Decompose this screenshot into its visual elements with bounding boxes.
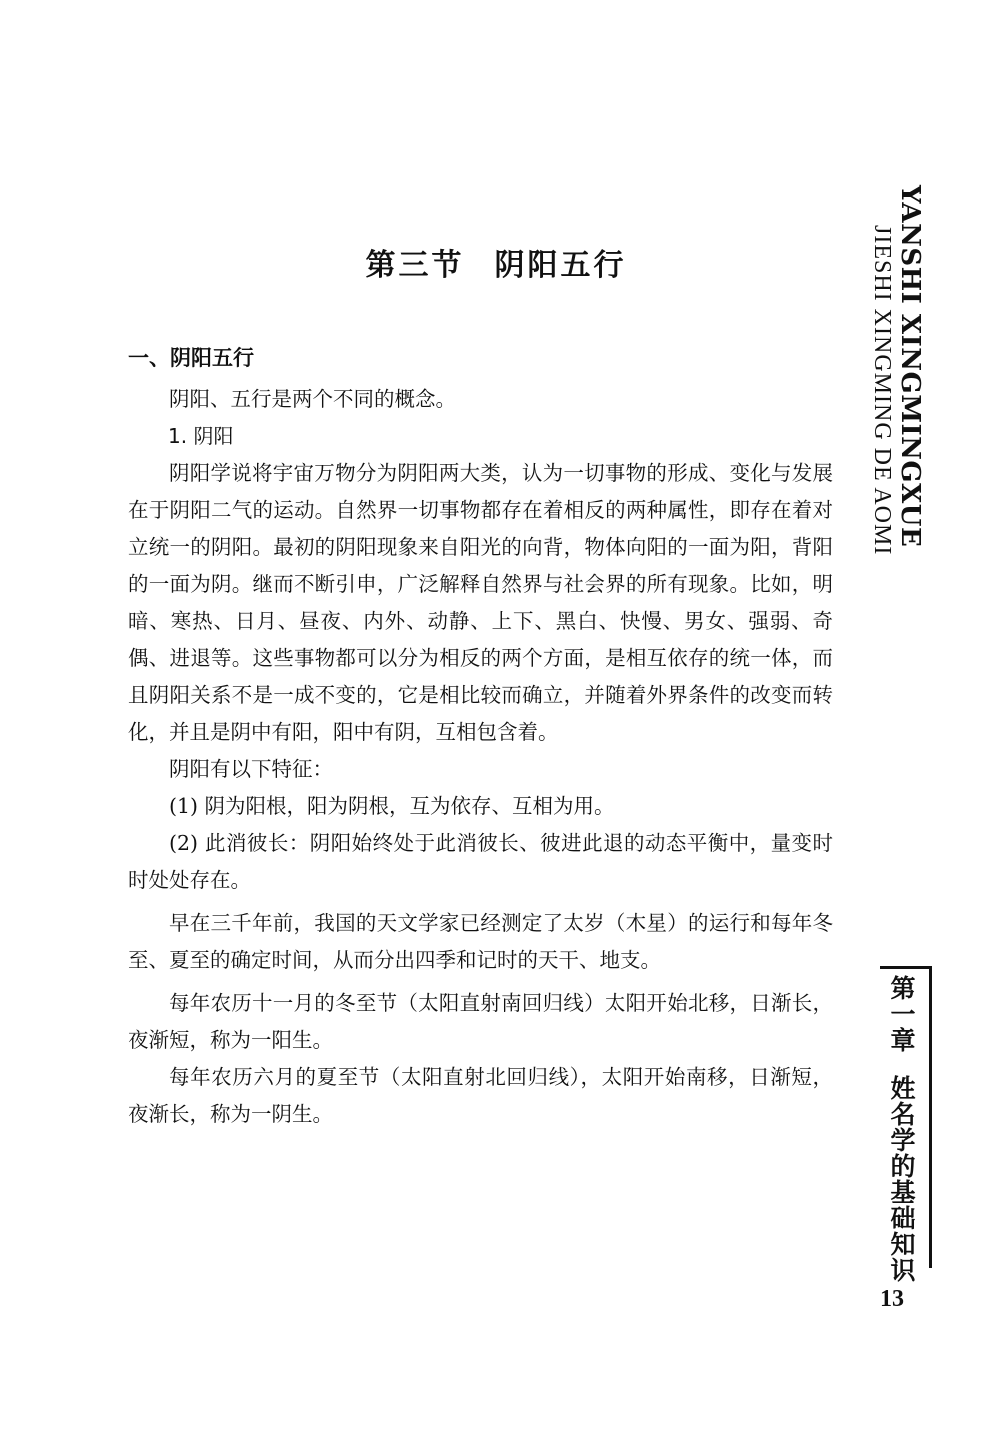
paragraph-astronomy: 早在三千年前，我国的天文学家已经测定了太岁（木星）的运行和每年冬至、夏至的确定时间，从而分出四季和记时的天干、地支。 [128, 911, 833, 972]
page-number: 13 [880, 1286, 904, 1312]
paragraph-features-intro: 阴阳有以下特征： [169, 757, 333, 781]
chapter-title: 姓名学的基础知识 [887, 1075, 916, 1283]
body-text [128, 340, 833, 1133]
english-title: YANSHI XINGMINGXUE [895, 185, 925, 548]
section-name: 阴阳五行 [494, 248, 627, 283]
intro-paragraph: 阴阳、五行是两个不同的概念。 [169, 387, 456, 411]
subsection-heading: 一、阴阳五行 [128, 346, 254, 370]
paragraph-feature-1: (1) 阴为阳根，阳为阴根，互为依存、互相为用。 [169, 794, 615, 818]
chapter-marker [876, 975, 926, 1283]
section-title [0, 240, 992, 284]
paragraph-feature-2: (2) 此消彼长：阴阳始终处于此消彼长、彼进此退的动态平衡中，量变时时处处存在。 [128, 831, 833, 892]
section-number: 第三节 [365, 248, 465, 283]
english-subtitle: JIESHI XINGMING DE AOMI [869, 225, 895, 556]
subsubsection-heading: 1. 阴阳 [168, 424, 234, 448]
paragraph-yinyang-theory: 阴阳学说将宇宙万物分为阴阳两大类，认为一切事物的形成、变化与发展在于阴阳二气的运动。自然界一切事物都存在着相反的两种属性，即存在着对立统一的阴阳。最初的阴阳现象来自阳光的向背，物体向阳的一面为阳，背阳的一面为阴。继而不断引申，广泛解释自然界与社会界的所有现象。比如，明暗、寒热、日月、昼夜、内外、动静、上下、黑白、快慢、男女、强弱、奇偶、进退等。这些事物都可以分为相反的两个方面，是相互依存的统一体，而且阴阳关系不是一成不变的，它是相比较而确立，并随着外界条件的改变而转化，并且是阴中有阳，阳中有阴，互相包含着。 [128, 461, 833, 744]
side-english-title [868, 185, 925, 555]
paragraph-summer-solstice: 每年农历六月的夏至节（太阳直射北回归线），太阳开始南移，日渐短，夜渐长，称为一阴生。 [128, 1065, 833, 1126]
chapter-label: 第一章 [887, 975, 916, 1053]
chapter-rule-side [929, 966, 932, 1268]
paragraph-winter-solstice: 每年农历十一月的冬至节（太阳直射南回归线）太阳开始北移，日渐长，夜渐短，称为一阳生。 [128, 991, 833, 1052]
chapter-rule-top [880, 966, 932, 969]
